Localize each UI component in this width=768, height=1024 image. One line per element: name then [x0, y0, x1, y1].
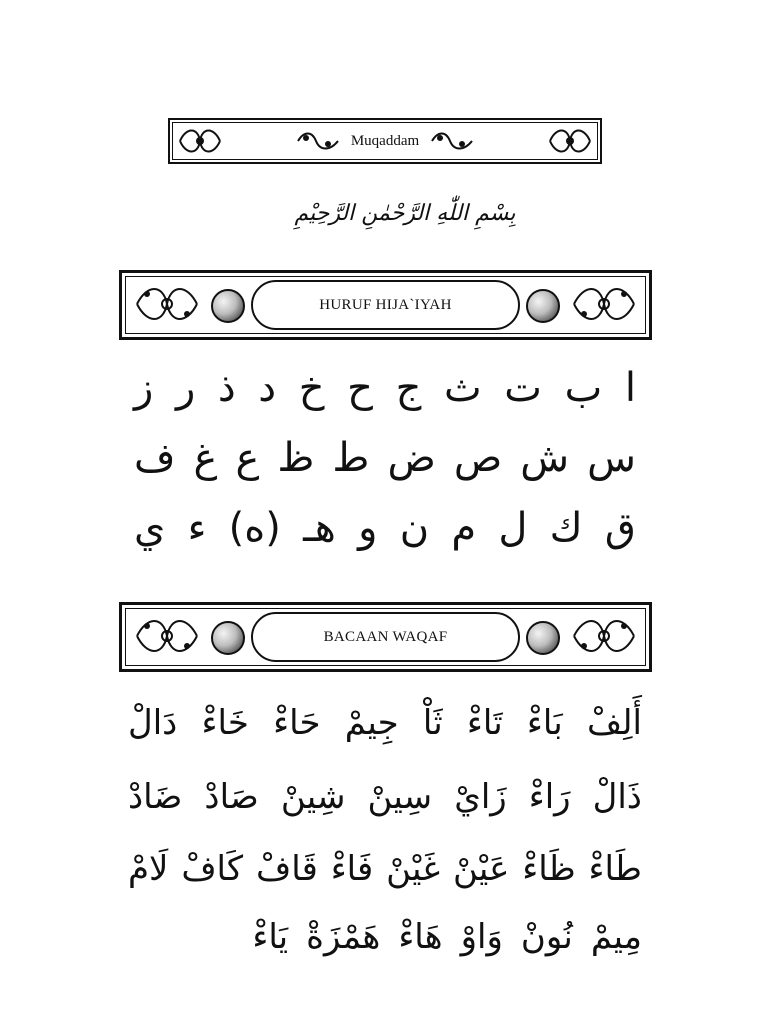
arabic-letter: و — [358, 505, 378, 551]
arabesque-ornament-icon — [570, 614, 638, 658]
arabic-letter: د — [258, 365, 277, 411]
letter-name: طَاءْ — [588, 849, 642, 889]
letter-name: زَايْ — [454, 777, 507, 817]
arabesque-ornament-icon — [570, 282, 638, 326]
arabic-letter: ذ — [217, 365, 236, 411]
arabesque-ornament-icon — [133, 614, 201, 658]
letter-name: قَافْ — [255, 849, 318, 889]
waqaf-row — [120, 766, 650, 828]
letter-name: سِينْ — [367, 777, 433, 817]
huruf-row — [120, 358, 650, 418]
arabic-letter: ي — [134, 505, 166, 551]
sphere-ornament-icon — [526, 289, 560, 323]
letter-name: يَاءْ — [252, 917, 289, 957]
huruf-row — [120, 498, 650, 558]
waqaf-row — [120, 838, 650, 900]
letter-name: هَمْزَةْ — [306, 917, 381, 957]
letter-name: أَلِفْ — [586, 703, 642, 743]
arabic-letter: ب — [564, 365, 603, 411]
letter-name: جِيمْ — [344, 703, 399, 743]
arabic-letter: ن — [399, 505, 430, 551]
arabic-letter: ج — [395, 365, 422, 411]
arabic-letter: هـ — [303, 505, 336, 551]
letter-name: ظَاءْ — [522, 849, 576, 889]
arabic-letter: ت — [504, 365, 542, 411]
huruf-hijaiyah-banner — [119, 270, 652, 340]
arabic-letter: ق — [604, 505, 636, 551]
arabic-letter: ز — [134, 365, 154, 411]
muqaddam-banner — [168, 118, 602, 164]
letter-name: وَاوْ — [460, 917, 503, 957]
arabic-letter: ح — [347, 365, 373, 411]
arabic-letter: ف — [134, 435, 176, 481]
waqaf-row — [120, 692, 650, 754]
letter-name: ذَالْ — [592, 777, 642, 817]
arabic-letter: ظ — [277, 435, 315, 481]
basmala-calligraphy: بِسْمِ اللّٰهِ الرَّحْمٰنِ الرَّحِيْمِ — [294, 200, 516, 226]
arabic-letter: غ — [193, 435, 218, 481]
arabic-letter: ر — [175, 365, 196, 411]
waqaf-row — [120, 906, 650, 968]
sphere-ornament-icon — [211, 621, 245, 655]
arabic-letter: ط — [332, 435, 370, 481]
letter-name: بَاءْ — [526, 703, 563, 743]
letter-name: صَادْ — [204, 777, 259, 817]
arabic-letter: ش — [520, 435, 570, 481]
huruf-row — [120, 428, 650, 488]
sphere-ornament-icon — [526, 621, 560, 655]
section-title: HURUF HIJA`IYAH — [251, 280, 520, 330]
letter-name: خَاءْ — [201, 703, 249, 743]
section-title: BACAAN WAQAF — [251, 612, 520, 662]
banner-title: Muqaddam — [350, 132, 420, 149]
arabic-letter: ض — [387, 435, 436, 481]
letter-name: عَيْنْ — [452, 849, 510, 889]
arabic-letter: ك — [549, 505, 583, 551]
letter-name: رَاءْ — [528, 777, 571, 817]
letter-name: حَاءْ — [273, 703, 321, 743]
arabic-letter: ع — [235, 435, 260, 481]
arabic-letter: ص — [453, 435, 503, 481]
bacaan-waqaf-banner — [119, 602, 652, 672]
arabic-letter: (ه) — [228, 505, 281, 551]
letter-name: كَافْ — [181, 849, 244, 889]
arabesque-ornament-icon — [133, 282, 201, 326]
letter-name: تَاءْ — [466, 703, 503, 743]
letter-name: مِيمْ — [590, 917, 642, 957]
arabic-letter: ل — [498, 505, 528, 551]
letter-name: دَالْ — [128, 703, 178, 743]
letter-name: نُونْ — [520, 917, 573, 957]
sphere-ornament-icon — [211, 289, 245, 323]
letter-name: شِينْ — [280, 777, 346, 817]
letter-name: لَامْ — [128, 849, 169, 889]
arabic-letter: خ — [298, 365, 325, 411]
arabic-letter: ء — [187, 505, 207, 551]
arabic-letter: ا — [624, 365, 636, 411]
letter-name: فَاءْ — [330, 849, 374, 889]
letter-name: ثَاْ — [422, 703, 443, 743]
letter-name: غَيْنْ — [386, 849, 441, 889]
arabic-letter: م — [451, 505, 477, 551]
letter-name: هَاءْ — [398, 917, 443, 957]
arabic-letter: س — [587, 435, 636, 481]
arabic-letter: ث — [444, 365, 482, 411]
letter-name: ضَادْ — [128, 777, 183, 817]
